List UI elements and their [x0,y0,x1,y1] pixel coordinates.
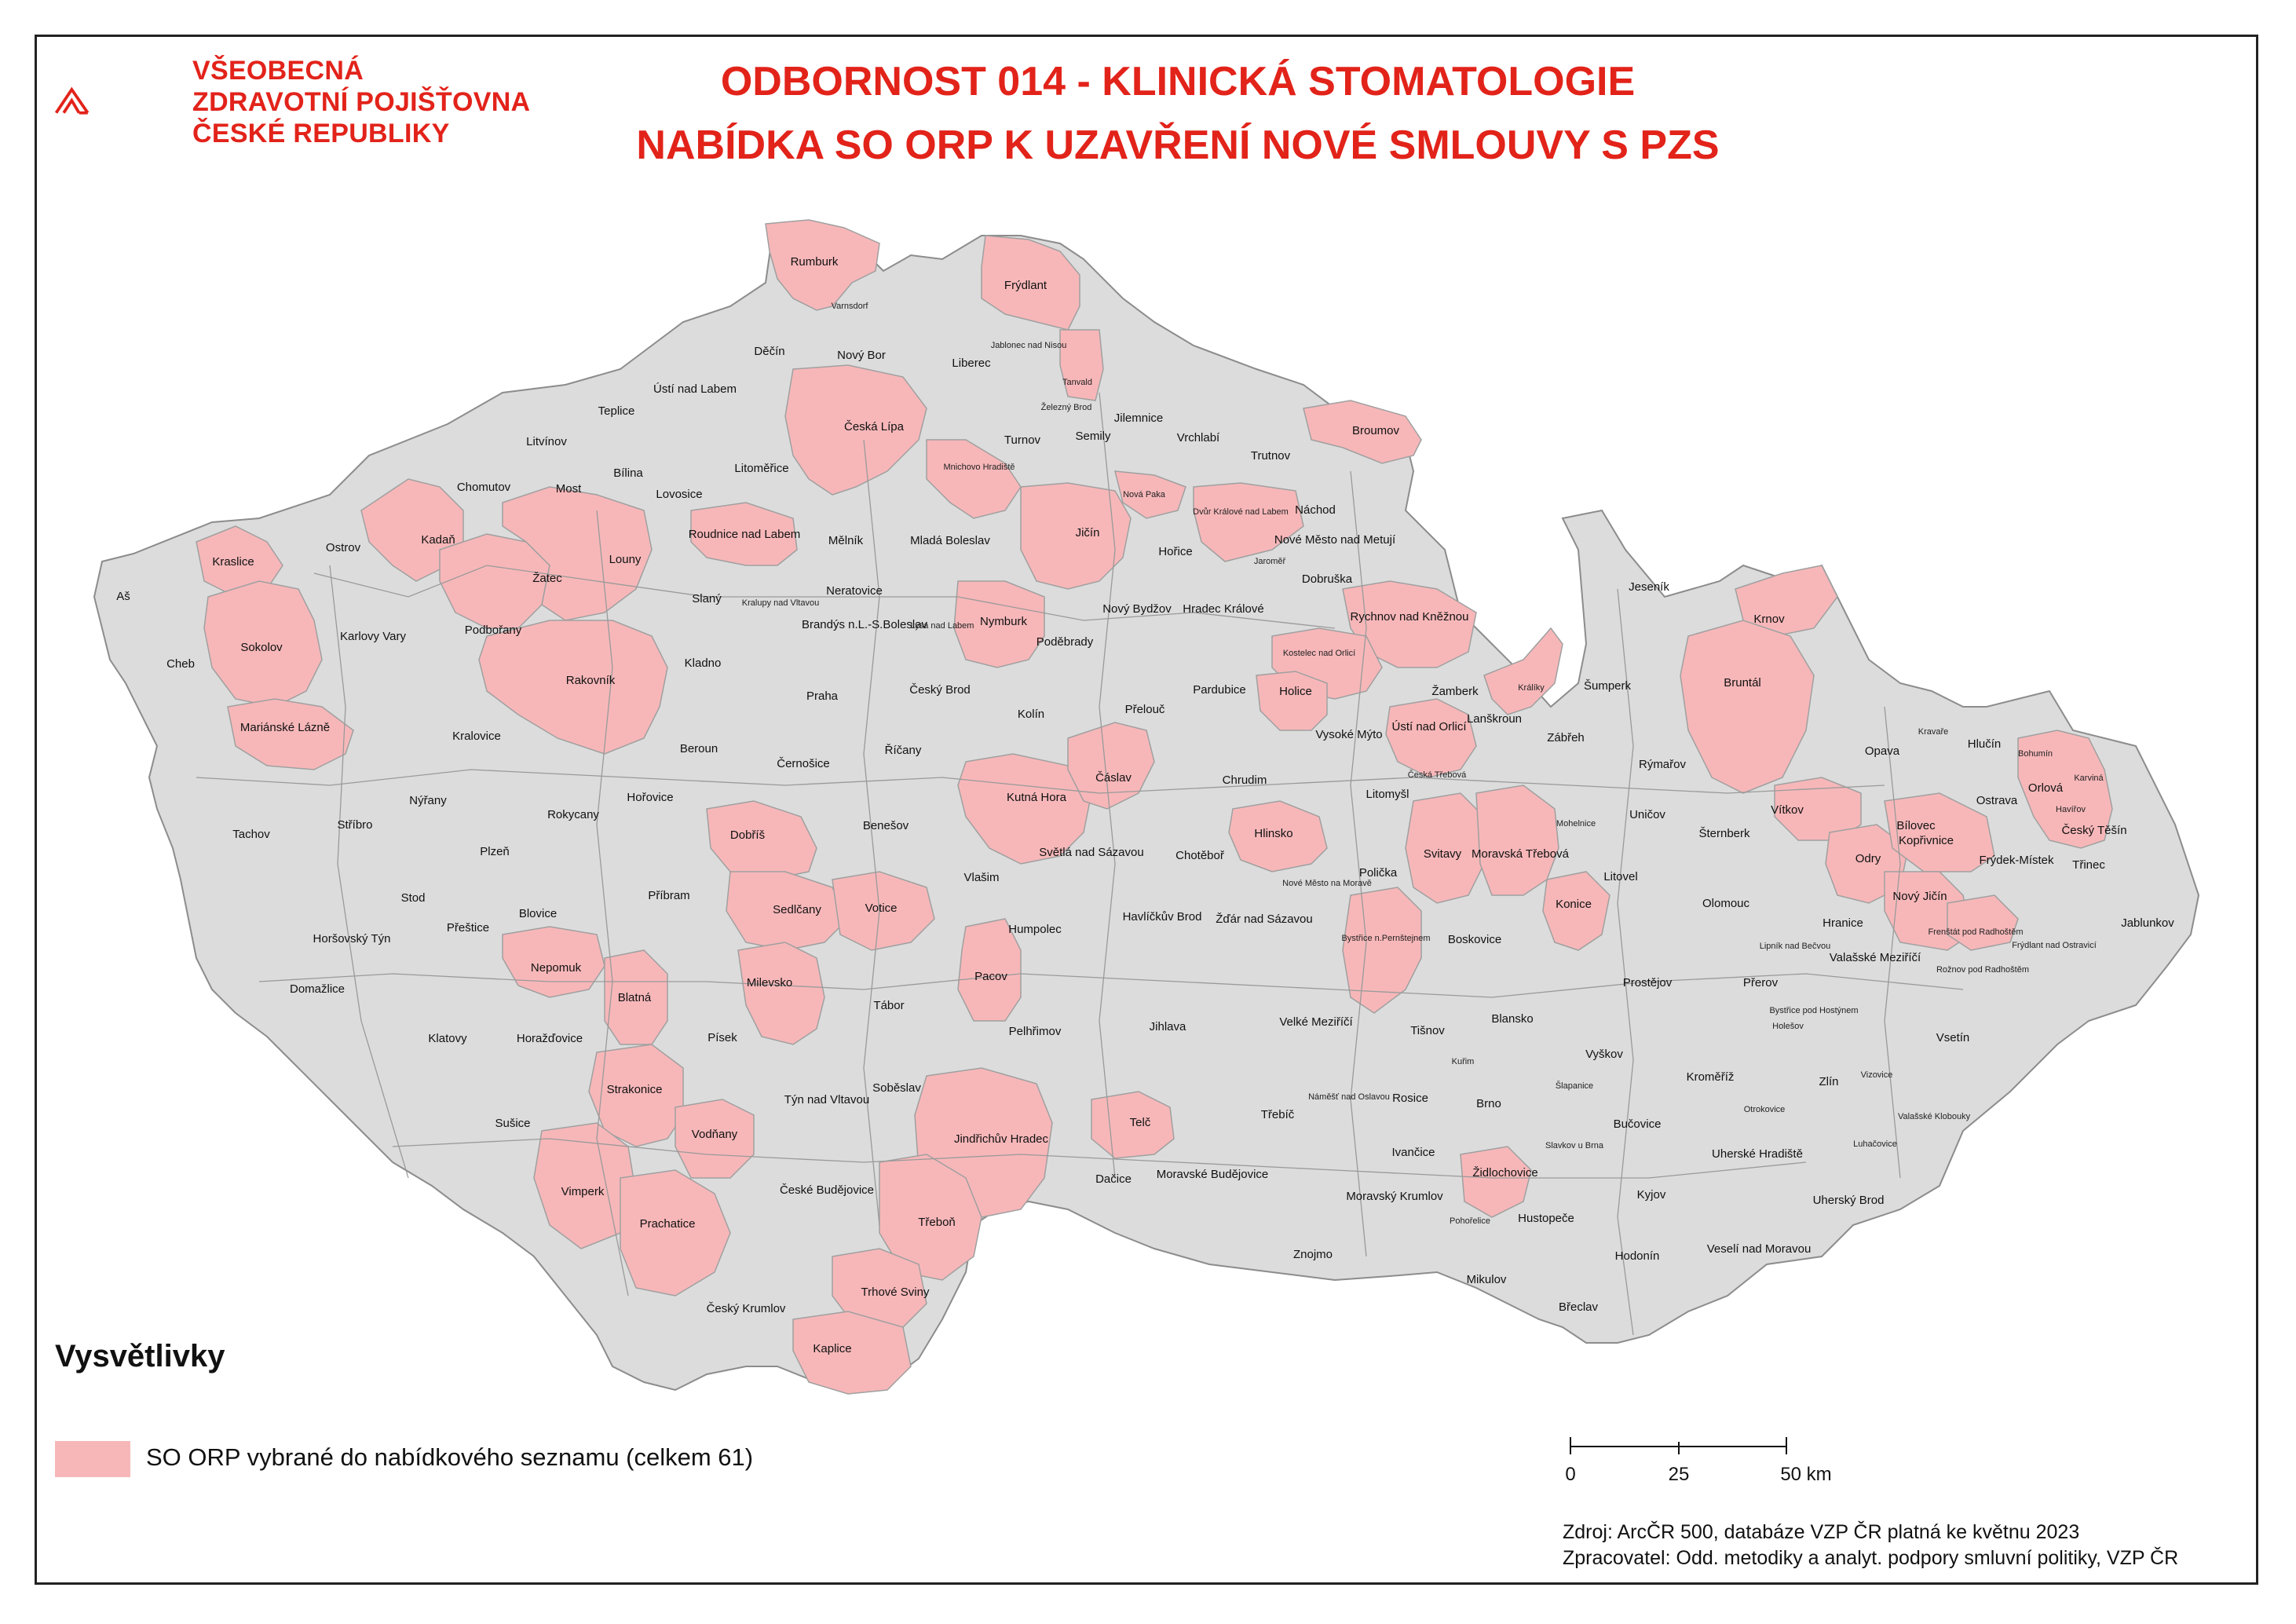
label-telc: Telč [1129,1116,1151,1129]
label-ceska-lipa: Česká Lípa [844,420,904,433]
label-jihlava: Jihlava [1149,1020,1186,1033]
label-dacice: Dačice [1095,1172,1132,1186]
label-havlickuv-brod: Havlíčkův Brod [1122,910,1202,924]
label-jicin: Jičín [1075,526,1100,540]
label-valasske-klobouky: Valašské Klobouky [1897,1112,1971,1121]
label-cesky-brod: Český Brod [909,683,971,697]
label-ostrava: Ostrava [1976,794,2018,807]
label-usti-orlici: Ústí nad Orlicí [1391,720,1467,733]
label-pribram: Příbram [648,889,690,902]
label-hustopece: Hustopeče [1518,1212,1574,1225]
label-tanvald: Tanvald [1062,378,1092,387]
label-mlada-boleslav: Mladá Boleslav [910,534,990,547]
label-vsetin: Vsetín [1936,1031,1970,1044]
label-slapanice: Šlapanice [1555,1081,1594,1091]
label-vodnany: Vodňany [691,1128,738,1141]
label-zamberk: Žamberk [1431,685,1479,698]
district-kraliky [1484,628,1563,715]
label-holice: Holice [1279,685,1312,698]
label-ivancice: Ivančice [1391,1146,1435,1159]
label-horsovsky-tyn: Horšovský Týn [313,932,391,946]
label-ceska-trebova: Česká Třebová [1407,770,1467,780]
label-cheb: Cheb [166,657,195,671]
label-chomutov: Chomutov [456,481,511,494]
label-benesov: Benešov [862,819,909,832]
label-policka: Polička [1358,866,1398,880]
label-susice: Sušice [495,1117,531,1130]
label-bilina: Bílina [613,466,643,480]
label-chrudim: Chrudim [1222,774,1267,787]
label-rosice: Rosice [1392,1092,1428,1105]
label-holesov: Holešov [1772,1022,1804,1031]
district-kaplice [793,1311,911,1394]
label-karvina: Karviná [2074,774,2104,783]
label-podborany: Podbořany [464,624,522,637]
label-litvinov: Litvínov [526,435,567,448]
label-havirov: Havířov [2056,805,2086,814]
label-rumburk: Rumburk [790,255,839,269]
label-hodonin: Hodonín [1614,1249,1660,1263]
label-kutna-hora: Kutná Hora [1007,791,1066,804]
label-tyn: Týn nad Vltavou [784,1093,870,1106]
label-kyjov: Kyjov [1636,1188,1666,1202]
label-sumperk: Šumperk [1583,679,1632,693]
label-pacov: Pacov [974,970,1007,983]
label-ricany: Říčany [884,744,922,757]
label-uhersky-brod: Uherský Brod [1812,1194,1885,1207]
label-unicov: Uničov [1629,808,1665,821]
label-valasske-mezirici: Valašské Meziříčí [1829,951,1921,964]
label-bystrice-pern: Bystřice n.Pernštejnem [1341,934,1431,943]
label-nachod: Náchod [1295,503,1336,517]
label-hlinsko: Hlinsko [1254,827,1293,840]
label-jindrichuv-hradec: Jindřichův Hradec [953,1132,1049,1146]
label-prachatice: Prachatice [639,1217,696,1231]
label-rychnov: Rychnov nad Kněžnou [1350,610,1469,624]
label-trutnov: Trutnov [1250,449,1291,463]
label-velke-mezirici: Velké Meziříčí [1279,1015,1353,1029]
label-prerov: Přerov [1742,976,1779,989]
label-marianske-lazne: Mariánské Lázně [239,721,331,734]
label-cesky-krumlov: Český Krumlov [706,1302,786,1315]
label-moravske-budejovice: Moravské Budějovice [1156,1168,1269,1181]
label-domazlice: Domažlice [289,982,345,996]
source-note [1563,1520,2178,1571]
scale-tick-25: 25 [1668,1464,1690,1485]
label-svetla: Světlá nad Sázavou [1039,846,1144,859]
label-turnov: Turnov [1004,433,1041,447]
label-frenstat: Frenštát pod Radhoštěm [1928,927,2024,937]
label-bilovec: Bílovec [1896,819,1936,832]
label-vimperk: Vimperk [561,1185,605,1198]
label-sobeslav: Soběslav [872,1081,921,1095]
label-moravska-trebova: Moravská Třebová [1472,847,1569,861]
label-broumov: Broumov [1351,424,1400,437]
label-decin: Děčín [754,345,785,358]
label-nyrany: Nýřany [409,794,447,807]
label-sedlcany: Sedlčany [773,903,821,916]
label-nove-mesto-metuji: Nové Město nad Metují [1274,533,1396,547]
label-roudnice: Roudnice nad Labem [688,528,801,541]
label-most: Most [555,482,582,496]
label-jaromer: Jaroměř [1253,557,1286,566]
label-nepomuk: Nepomuk [530,961,582,975]
label-stod: Stod [400,891,426,905]
label-votice: Votice [865,902,898,915]
label-opava: Opava [1864,744,1900,758]
label-cesky-tesin: Český Těšín [2061,824,2127,837]
label-orlova: Orlová [2027,781,2064,795]
label-usti: Ústí nad Labem [653,382,737,396]
label-brno: Brno [1476,1097,1501,1110]
insurer-name-line2: ZDRAVOTNÍ POJIŠŤOVNA [192,87,531,117]
country-area [94,228,2199,1390]
label-tisnov: Tišnov [1410,1024,1445,1037]
label-strakonice: Strakonice [606,1083,663,1096]
label-milevsko: Milevsko [746,976,793,989]
label-praha: Praha [806,689,839,703]
label-otrokovice: Otrokovice [1743,1105,1786,1114]
label-teplice: Teplice [598,404,635,418]
label-horice: Hořice [1158,545,1193,558]
label-prestice: Přeštice [446,921,490,935]
label-horovice: Hořovice [627,791,674,804]
label-dobris: Dobříš [729,828,766,842]
label-semily: Semily [1075,430,1111,443]
label-koprivnice: Kopřivnice [1898,834,1954,847]
label-beroun: Beroun [679,742,718,755]
label-kladno: Kladno [684,657,722,670]
label-pisek: Písek [707,1031,737,1044]
label-zatec: Žatec [532,572,562,585]
insurer-name-line3: ČESKÉ REPUBLIKY [192,119,450,148]
label-roznov: Rožnov pod Radhoštěm [1936,965,2030,975]
label-hradec-kralove: Hradec Králové [1183,602,1264,616]
label-tachov: Tachov [232,828,270,841]
label-louny: Louny [609,553,642,566]
label-melnik: Mělník [828,534,864,547]
label-vyskov: Vyškov [1585,1048,1623,1061]
label-rokycany: Rokycany [547,808,599,821]
label-odry: Odry [1855,852,1881,865]
label-kromeriz: Kroměříž [1686,1070,1735,1084]
label-trhove-sviny: Trhové Sviny [861,1286,930,1299]
label-jilemnice: Jilemnice [1113,411,1164,425]
label-prostejov: Prostějov [1622,976,1673,989]
label-krnov: Krnov [1753,613,1785,626]
label-novy-bor: Nový Bor [837,349,886,362]
label-pardubice: Pardubice [1193,683,1246,697]
label-trebic: Třebíč [1260,1108,1295,1121]
label-uherske-hradiste: Uherské Hradiště [1712,1147,1803,1161]
label-nova-paka: Nová Paka [1123,490,1165,499]
label-moravsky-krumlov: Moravský Krumlov [1346,1190,1443,1203]
label-cernosice: Černošice [777,757,830,770]
label-bohumin: Bohumín [2017,749,2053,759]
label-sokolov: Sokolov [240,641,283,654]
label-frydek-mistek: Frýdek-Místek [1979,854,2054,867]
label-mohelnice: Mohelnice [1556,819,1596,828]
source-line: Zdroj: ArcČR 500, databáze VZP ČR platná ke květnu 2023 [1563,1521,2080,1543]
label-blovice: Blovice [518,907,558,920]
map-title: ODBORNOST 014 - KLINICKÁ STOMATOLOGIE [720,59,1636,104]
label-blatna: Blatná [617,991,652,1004]
label-rymarov: Rýmařov [1638,758,1687,771]
label-kostelec: Kostelec nad Orlicí [1282,649,1356,658]
label-plzen: Plzeň [480,845,510,858]
label-horazdovice: Horažďovice [516,1032,583,1045]
label-frydlant: Frýdlant [1004,279,1047,292]
label-hlucin: Hlučín [1967,737,2002,751]
scale-bar [1565,1437,1831,1485]
label-jesenik: Jeseník [1629,580,1669,594]
label-kadan: Kadaň [421,533,455,547]
label-chotebor: Chotěboř [1175,849,1224,862]
label-zabreh: Zábřeh [1547,731,1585,744]
label-blansko: Blansko [1491,1012,1534,1026]
label-pelhrimov: Pelhřimov [1008,1025,1062,1038]
label-nymburk: Nymburk [979,615,1028,628]
label-klatovy: Klatovy [428,1032,467,1045]
label-lovosice: Lovosice [656,488,703,501]
label-jablonec: Jablonec nad Nisou [990,341,1067,350]
label-hranice: Hranice [1823,916,1863,930]
label-svitavy: Svitavy [1423,847,1462,861]
label-zlin: Zlín [1819,1075,1839,1088]
label-as: Aš [116,590,130,603]
label-namest: Náměšť nad Oslavou [1308,1092,1390,1102]
label-bystrice-hostynem: Bystřice pod Hostýnem [1769,1006,1859,1015]
label-vlasim: Vlašim [963,871,1000,884]
label-slavkov: Slavkov u Brna [1545,1141,1603,1150]
label-novy-jicin: Nový Jičín [1892,890,1947,903]
label-karlovy-vary: Karlovy Vary [340,630,406,643]
label-ostrov: Ostrov [325,541,361,554]
label-luhacovice: Luhačovice [1853,1139,1897,1149]
label-olomouc: Olomouc [1702,897,1750,910]
label-humpolec: Humpolec [1008,923,1062,936]
label-dobruska: Dobruška [1301,572,1353,586]
label-kraliky: Králíky [1518,683,1545,693]
label-pohorelice: Pohořelice [1450,1216,1490,1226]
label-slany: Slaný [692,592,722,605]
scale-tick-0: 0 [1565,1464,1576,1485]
label-lipnik: Lipník nad Bečvou [1759,942,1831,951]
label-lanskroun: Lanškroun [1466,712,1523,726]
author-line: Zpracovatel: Odd. metodiky a analyt. podpory smluvní politiky, VZP ČR [1563,1547,2179,1569]
label-bruntal: Bruntál [1724,676,1761,689]
label-vysoke-myto: Vysoké Mýto [1315,728,1383,741]
label-dvur-kralove: Dvůr Králové nad Labem [1193,507,1289,517]
label-kralupy: Kralupy nad Vltavou [741,598,820,608]
label-tabor: Tábor [873,999,905,1012]
label-sternberk: Šternberk [1698,827,1750,840]
label-frydlant-ostravici: Frýdlant nad Ostravicí [2012,941,2097,950]
label-varnsdorf: Varnsdorf [831,302,868,311]
label-prelouc: Přelouč [1124,703,1165,716]
label-bucovice: Bučovice [1613,1117,1662,1131]
label-kravare: Kravaře [1918,727,1949,737]
label-kralovice: Kralovice [452,730,501,743]
label-kraslice: Kraslice [212,555,254,569]
label-zdar: Žďár nad Sázavou [1216,913,1313,926]
map-subtitle: NABÍDKA SO ORP K UZAVŘENÍ NOVÉ SMLOUVY S PZS [636,123,1720,168]
label-boskovice: Boskovice [1447,933,1502,946]
label-kolin: Kolín [1017,708,1045,721]
label-vrchlabi: Vrchlabí [1176,431,1220,444]
label-zelezny-brod: Železný Brod [1040,403,1092,412]
label-kurim: Kuřim [1451,1057,1475,1066]
label-konice: Konice [1556,898,1592,911]
insurer-name-line1: VŠEOBECNÁ [192,56,364,86]
label-rakovnik: Rakovník [565,674,616,687]
scale-tick-50: 50 km [1780,1464,1832,1485]
label-neratovice: Neratovice [826,584,883,598]
legend-heading: Vysvětlivky [55,1339,225,1373]
label-vizovice: Vizovice [1860,1070,1893,1080]
legend-swatch [55,1441,130,1477]
label-stribro: Stříbro [337,818,373,832]
label-mnichovo: Mnichovo Hradiště [943,463,1015,472]
label-zidlochovice: Židlochovice [1472,1166,1538,1180]
label-podebrady: Poděbrady [1036,635,1094,649]
label-vitkov: Vítkov [1771,803,1804,817]
label-ceske-budejovice: České Budějovice [779,1183,875,1197]
label-novy-bydzov: Nový Bydžov [1102,602,1172,616]
label-trinec: Třinec [2072,858,2105,872]
label-veseli: Veselí nad Moravou [1706,1242,1812,1256]
label-litovel: Litovel [1603,870,1638,883]
label-nove-mesto-morave: Nové Město na Moravě [1282,879,1372,888]
label-trebon: Třeboň [918,1216,956,1229]
label-lysa: Lysá nad Labem [910,621,974,631]
label-caslav: Čáslav [1095,771,1132,785]
label-jablunkov: Jablunkov [2121,916,2174,930]
legend-item-label: SO ORP vybrané do nabídkového seznamu (celkem 61) [146,1443,754,1471]
label-znojmo: Znojmo [1292,1248,1333,1261]
label-litomerice: Litoměřice [734,462,789,475]
label-liberec: Liberec [952,357,991,370]
label-kaplice: Kaplice [813,1342,852,1355]
label-breclav: Břeclav [1558,1300,1599,1314]
label-brandys: Brandýs n.L.-S.Boleslav [801,618,928,631]
label-litomysl: Litomyšl [1366,788,1409,801]
label-mikulov: Mikulov [1466,1273,1507,1286]
